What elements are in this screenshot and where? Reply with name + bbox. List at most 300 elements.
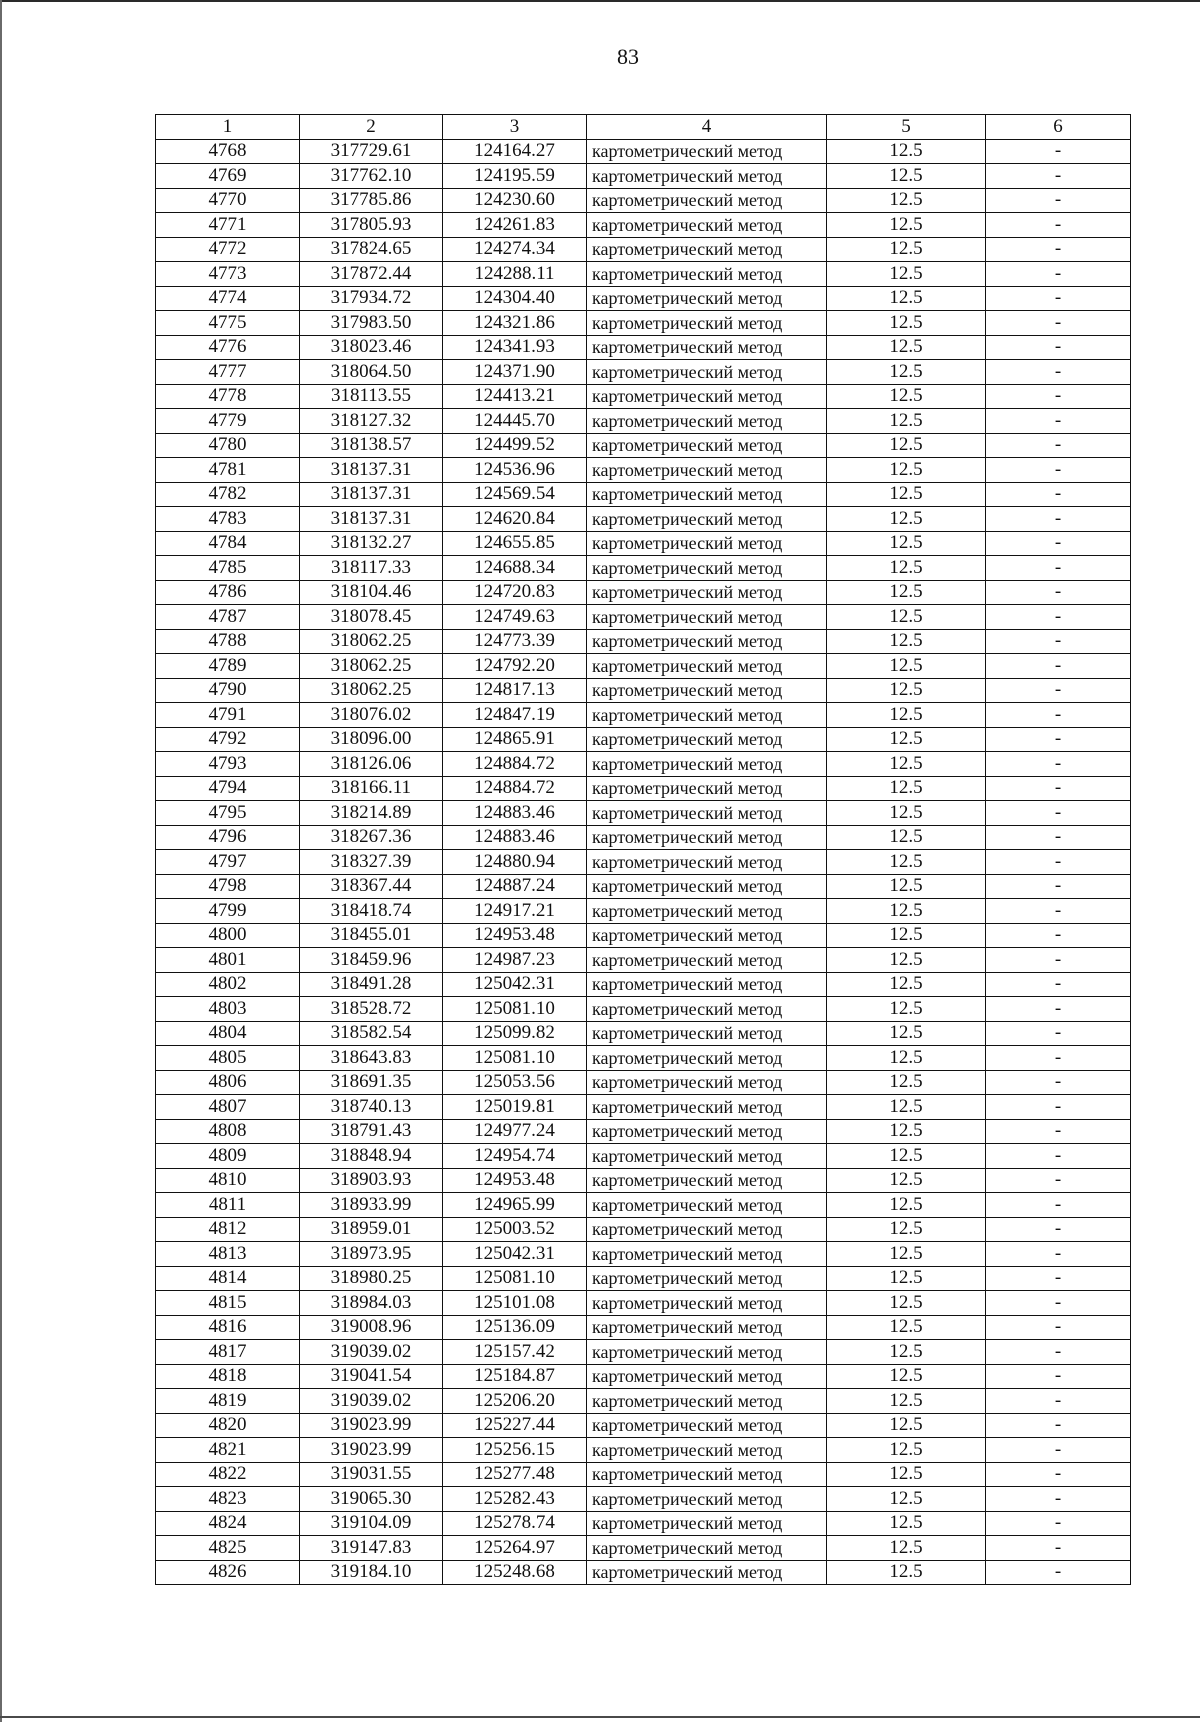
method-cell: картометрический метод (587, 1340, 827, 1365)
description-cell: - (986, 678, 1131, 703)
point-number-cell: 4773 (156, 262, 300, 287)
y-coordinate-cell: 124620.84 (443, 507, 587, 532)
table-row (156, 923, 1131, 948)
table-row (156, 727, 1131, 752)
point-number-cell: 4788 (156, 629, 300, 654)
column-header-description: 6 (986, 115, 1131, 140)
table-row (156, 776, 1131, 801)
accuracy-cell: 12.5 (827, 825, 986, 850)
table-row (156, 1315, 1131, 1340)
x-coordinate-cell: 318459.96 (300, 948, 443, 973)
table-row (156, 409, 1131, 434)
table-row (156, 1046, 1131, 1071)
x-coordinate-cell: 318327.39 (300, 850, 443, 875)
accuracy-cell: 12.5 (827, 507, 986, 532)
accuracy-cell: 12.5 (827, 482, 986, 507)
method-cell: картометрический метод (587, 923, 827, 948)
point-number-cell: 4802 (156, 972, 300, 997)
point-number-cell: 4775 (156, 311, 300, 336)
x-coordinate-cell: 318848.94 (300, 1144, 443, 1169)
point-number-cell: 4822 (156, 1462, 300, 1487)
accuracy-cell: 12.5 (827, 1119, 986, 1144)
page-number: 83 (617, 44, 639, 69)
description-cell: - (986, 972, 1131, 997)
accuracy-cell: 12.5 (827, 335, 986, 360)
point-number-cell: 4823 (156, 1487, 300, 1512)
method-cell: картометрический метод (587, 1487, 827, 1512)
table-row (156, 335, 1131, 360)
description-cell: - (986, 1095, 1131, 1120)
y-coordinate-cell: 124953.48 (443, 923, 587, 948)
column-header-point-number: 1 (156, 115, 300, 140)
accuracy-cell: 12.5 (827, 556, 986, 581)
accuracy-cell: 12.5 (827, 384, 986, 409)
method-cell: картометрический метод (587, 164, 827, 189)
x-coordinate-cell: 317824.65 (300, 237, 443, 262)
description-cell: - (986, 899, 1131, 924)
x-coordinate-cell: 318933.99 (300, 1193, 443, 1218)
accuracy-cell: 12.5 (827, 1242, 986, 1267)
point-number-cell: 4794 (156, 776, 300, 801)
point-number-cell: 4811 (156, 1193, 300, 1218)
description-cell: - (986, 850, 1131, 875)
y-coordinate-cell: 124371.90 (443, 360, 587, 385)
method-cell: картометрический метод (587, 703, 827, 728)
method-cell: картометрический метод (587, 776, 827, 801)
table-row (156, 237, 1131, 262)
accuracy-cell: 12.5 (827, 850, 986, 875)
point-number-cell: 4796 (156, 825, 300, 850)
method-cell: картометрический метод (587, 1217, 827, 1242)
description-cell: - (986, 776, 1131, 801)
method-cell: картометрический метод (587, 1291, 827, 1316)
x-coordinate-cell: 319104.09 (300, 1511, 443, 1536)
accuracy-cell: 12.5 (827, 997, 986, 1022)
point-number-cell: 4826 (156, 1560, 300, 1585)
accuracy-cell: 12.5 (827, 433, 986, 458)
description-cell: - (986, 482, 1131, 507)
method-cell: картометрический метод (587, 1168, 827, 1193)
table-header (156, 115, 1131, 140)
method-cell: картометрический метод (587, 384, 827, 409)
method-cell: картометрический метод (587, 1462, 827, 1487)
y-coordinate-cell: 124536.96 (443, 458, 587, 483)
method-cell: картометрический метод (587, 1119, 827, 1144)
x-coordinate-cell: 317762.10 (300, 164, 443, 189)
accuracy-cell: 12.5 (827, 1315, 986, 1340)
y-coordinate-cell: 125099.82 (443, 1021, 587, 1046)
point-number-cell: 4783 (156, 507, 300, 532)
y-coordinate-cell: 124230.60 (443, 188, 587, 213)
y-coordinate-cell: 124288.11 (443, 262, 587, 287)
description-cell: - (986, 629, 1131, 654)
accuracy-cell: 12.5 (827, 678, 986, 703)
accuracy-cell: 12.5 (827, 1021, 986, 1046)
table-row (156, 360, 1131, 385)
point-number-cell: 4777 (156, 360, 300, 385)
description-cell: - (986, 1046, 1131, 1071)
accuracy-cell: 12.5 (827, 311, 986, 336)
description-cell: - (986, 213, 1131, 238)
table-row (156, 1487, 1131, 1512)
point-number-cell: 4818 (156, 1364, 300, 1389)
method-cell: картометрический метод (587, 654, 827, 679)
description-cell: - (986, 1291, 1131, 1316)
accuracy-cell: 12.5 (827, 139, 986, 164)
table-row (156, 213, 1131, 238)
y-coordinate-cell: 125081.10 (443, 1266, 587, 1291)
point-number-cell: 4786 (156, 580, 300, 605)
y-coordinate-cell: 124164.27 (443, 139, 587, 164)
table-row (156, 1438, 1131, 1463)
y-coordinate-cell: 125184.87 (443, 1364, 587, 1389)
x-coordinate-cell: 319023.99 (300, 1413, 443, 1438)
x-coordinate-cell: 318023.46 (300, 335, 443, 360)
x-coordinate-cell: 319023.99 (300, 1438, 443, 1463)
x-coordinate-cell: 318126.06 (300, 752, 443, 777)
method-cell: картометрический метод (587, 458, 827, 483)
x-coordinate-cell: 319041.54 (300, 1364, 443, 1389)
method-cell: картометрический метод (587, 605, 827, 630)
description-cell: - (986, 1462, 1131, 1487)
table-row (156, 164, 1131, 189)
accuracy-cell: 12.5 (827, 874, 986, 899)
description-cell: - (986, 1413, 1131, 1438)
method-cell: картометрический метод (587, 360, 827, 385)
point-number-cell: 4776 (156, 335, 300, 360)
x-coordinate-cell: 318367.44 (300, 874, 443, 899)
method-cell: картометрический метод (587, 262, 827, 287)
y-coordinate-cell: 125081.10 (443, 1046, 587, 1071)
method-cell: картометрический метод (587, 237, 827, 262)
description-cell: - (986, 752, 1131, 777)
point-number-cell: 4812 (156, 1217, 300, 1242)
method-cell: картометрический метод (587, 1315, 827, 1340)
description-cell: - (986, 1119, 1131, 1144)
x-coordinate-cell: 318096.00 (300, 727, 443, 752)
description-cell: - (986, 311, 1131, 336)
table-row (156, 1144, 1131, 1169)
accuracy-cell: 12.5 (827, 213, 986, 238)
x-coordinate-cell: 318132.27 (300, 531, 443, 556)
accuracy-cell: 12.5 (827, 1364, 986, 1389)
point-number-cell: 4804 (156, 1021, 300, 1046)
point-number-cell: 4771 (156, 213, 300, 238)
description-cell: - (986, 188, 1131, 213)
accuracy-cell: 12.5 (827, 1095, 986, 1120)
method-cell: картометрический метод (587, 1438, 827, 1463)
table-row (156, 262, 1131, 287)
x-coordinate-cell: 318104.46 (300, 580, 443, 605)
description-cell: - (986, 997, 1131, 1022)
table-row (156, 482, 1131, 507)
y-coordinate-cell: 124792.20 (443, 654, 587, 679)
description-cell: - (986, 1193, 1131, 1218)
description-cell: - (986, 1438, 1131, 1463)
method-cell: картометрический метод (587, 286, 827, 311)
point-number-cell: 4820 (156, 1413, 300, 1438)
table-row (156, 1242, 1131, 1267)
method-cell: картометрический метод (587, 433, 827, 458)
accuracy-cell: 12.5 (827, 703, 986, 728)
y-coordinate-cell: 124953.48 (443, 1168, 587, 1193)
x-coordinate-cell: 317805.93 (300, 213, 443, 238)
point-number-cell: 4805 (156, 1046, 300, 1071)
accuracy-cell: 12.5 (827, 580, 986, 605)
x-coordinate-cell: 317872.44 (300, 262, 443, 287)
method-cell: картометрический метод (587, 727, 827, 752)
accuracy-cell: 12.5 (827, 752, 986, 777)
point-number-cell: 4784 (156, 531, 300, 556)
table-row (156, 899, 1131, 924)
description-cell: - (986, 556, 1131, 581)
x-coordinate-cell: 318903.93 (300, 1168, 443, 1193)
y-coordinate-cell: 124917.21 (443, 899, 587, 924)
x-coordinate-cell: 318528.72 (300, 997, 443, 1022)
x-coordinate-cell: 319008.96 (300, 1315, 443, 1340)
method-cell: картометрический метод (587, 1046, 827, 1071)
description-cell: - (986, 237, 1131, 262)
accuracy-cell: 12.5 (827, 972, 986, 997)
method-cell: картометрический метод (587, 678, 827, 703)
x-coordinate-cell: 318643.83 (300, 1046, 443, 1071)
x-coordinate-cell: 318137.31 (300, 482, 443, 507)
x-coordinate-cell: 318980.25 (300, 1266, 443, 1291)
description-cell: - (986, 1536, 1131, 1561)
table-row (156, 874, 1131, 899)
method-cell: картометрический метод (587, 899, 827, 924)
accuracy-cell: 12.5 (827, 1217, 986, 1242)
x-coordinate-cell: 318127.32 (300, 409, 443, 434)
accuracy-cell: 12.5 (827, 409, 986, 434)
description-cell: - (986, 825, 1131, 850)
table-row (156, 1021, 1131, 1046)
method-cell: картометрический метод (587, 311, 827, 336)
y-coordinate-cell: 124195.59 (443, 164, 587, 189)
y-coordinate-cell: 125157.42 (443, 1340, 587, 1365)
table-row (156, 825, 1131, 850)
table-row (156, 1462, 1131, 1487)
method-cell: картометрический метод (587, 1144, 827, 1169)
x-coordinate-cell: 318113.55 (300, 384, 443, 409)
description-cell: - (986, 531, 1131, 556)
point-number-cell: 4778 (156, 384, 300, 409)
accuracy-cell: 12.5 (827, 262, 986, 287)
accuracy-cell: 12.5 (827, 237, 986, 262)
x-coordinate-cell: 318138.57 (300, 433, 443, 458)
method-cell: картометрический метод (587, 825, 827, 850)
y-coordinate-cell: 124688.34 (443, 556, 587, 581)
x-coordinate-cell: 318064.50 (300, 360, 443, 385)
point-number-cell: 4806 (156, 1070, 300, 1095)
y-coordinate-cell: 124261.83 (443, 213, 587, 238)
table-row (156, 556, 1131, 581)
x-coordinate-cell: 318959.01 (300, 1217, 443, 1242)
y-coordinate-cell: 125081.10 (443, 997, 587, 1022)
table-row (156, 1193, 1131, 1218)
description-cell: - (986, 384, 1131, 409)
point-number-cell: 4810 (156, 1168, 300, 1193)
x-coordinate-cell: 318973.95 (300, 1242, 443, 1267)
accuracy-cell: 12.5 (827, 1536, 986, 1561)
description-cell: - (986, 1266, 1131, 1291)
table-row (156, 678, 1131, 703)
x-coordinate-cell: 318267.36 (300, 825, 443, 850)
y-coordinate-cell: 125042.31 (443, 1242, 587, 1267)
y-coordinate-cell: 124987.23 (443, 948, 587, 973)
method-cell: картометрический метод (587, 1560, 827, 1585)
scan-left-edge (0, 0, 2, 1722)
method-cell: картометрический метод (587, 139, 827, 164)
description-cell: - (986, 1021, 1131, 1046)
description-cell: - (986, 1168, 1131, 1193)
point-number-cell: 4803 (156, 997, 300, 1022)
coordinates-table (155, 114, 1131, 1585)
point-number-cell: 4769 (156, 164, 300, 189)
x-coordinate-cell: 318076.02 (300, 703, 443, 728)
method-cell: картометрический метод (587, 629, 827, 654)
x-coordinate-cell: 317983.50 (300, 311, 443, 336)
y-coordinate-cell: 124865.91 (443, 727, 587, 752)
table-row (156, 531, 1131, 556)
point-number-cell: 4817 (156, 1340, 300, 1365)
description-cell: - (986, 1389, 1131, 1414)
y-coordinate-cell: 124883.46 (443, 825, 587, 850)
x-coordinate-cell: 318740.13 (300, 1095, 443, 1120)
table-row (156, 801, 1131, 826)
y-coordinate-cell: 125101.08 (443, 1291, 587, 1316)
y-coordinate-cell: 124445.70 (443, 409, 587, 434)
accuracy-cell: 12.5 (827, 1046, 986, 1071)
y-coordinate-cell: 125019.81 (443, 1095, 587, 1120)
description-cell: - (986, 1144, 1131, 1169)
x-coordinate-cell: 318791.43 (300, 1119, 443, 1144)
x-coordinate-cell: 318455.01 (300, 923, 443, 948)
x-coordinate-cell: 318166.11 (300, 776, 443, 801)
y-coordinate-cell: 124884.72 (443, 752, 587, 777)
point-number-cell: 4772 (156, 237, 300, 262)
point-number-cell: 4824 (156, 1511, 300, 1536)
accuracy-cell: 12.5 (827, 776, 986, 801)
x-coordinate-cell: 318582.54 (300, 1021, 443, 1046)
x-coordinate-cell: 319184.10 (300, 1560, 443, 1585)
column-header-method: 4 (587, 115, 827, 140)
point-number-cell: 4808 (156, 1119, 300, 1144)
table-row (156, 629, 1131, 654)
point-number-cell: 4793 (156, 752, 300, 777)
table-row (156, 1364, 1131, 1389)
x-coordinate-cell: 318062.25 (300, 678, 443, 703)
y-coordinate-cell: 124887.24 (443, 874, 587, 899)
y-coordinate-cell: 124321.86 (443, 311, 587, 336)
method-cell: картометрический метод (587, 1095, 827, 1120)
point-number-cell: 4825 (156, 1536, 300, 1561)
description-cell: - (986, 1217, 1131, 1242)
table-row (156, 1168, 1131, 1193)
table-row (156, 311, 1131, 336)
x-coordinate-cell: 319031.55 (300, 1462, 443, 1487)
x-coordinate-cell: 319039.02 (300, 1340, 443, 1365)
accuracy-cell: 12.5 (827, 1144, 986, 1169)
description-cell: - (986, 507, 1131, 532)
point-number-cell: 4768 (156, 139, 300, 164)
method-cell: картометрический метод (587, 1413, 827, 1438)
point-number-cell: 4821 (156, 1438, 300, 1463)
table-body (156, 139, 1131, 1585)
description-cell: - (986, 654, 1131, 679)
x-coordinate-cell: 318691.35 (300, 1070, 443, 1095)
table-row (156, 139, 1131, 164)
y-coordinate-cell: 124341.93 (443, 335, 587, 360)
point-number-cell: 4795 (156, 801, 300, 826)
header-row (156, 115, 1131, 140)
y-coordinate-cell: 124749.63 (443, 605, 587, 630)
description-cell: - (986, 923, 1131, 948)
point-number-cell: 4781 (156, 458, 300, 483)
point-number-cell: 4800 (156, 923, 300, 948)
method-cell: картометрический метод (587, 948, 827, 973)
accuracy-cell: 12.5 (827, 286, 986, 311)
column-header-accuracy: 5 (827, 115, 986, 140)
table-row (156, 1340, 1131, 1365)
accuracy-cell: 12.5 (827, 188, 986, 213)
table-row (156, 1217, 1131, 1242)
table-row (156, 703, 1131, 728)
description-cell: - (986, 1364, 1131, 1389)
description-cell: - (986, 1560, 1131, 1585)
description-cell: - (986, 1315, 1131, 1340)
y-coordinate-cell: 124977.24 (443, 1119, 587, 1144)
table-row (156, 1095, 1131, 1120)
table-row (156, 1070, 1131, 1095)
accuracy-cell: 12.5 (827, 1266, 986, 1291)
table-row (156, 1266, 1131, 1291)
method-cell: картометрический метод (587, 972, 827, 997)
method-cell: картометрический метод (587, 1511, 827, 1536)
x-coordinate-cell: 318137.31 (300, 507, 443, 532)
x-coordinate-cell: 319065.30 (300, 1487, 443, 1512)
accuracy-cell: 12.5 (827, 531, 986, 556)
point-number-cell: 4816 (156, 1315, 300, 1340)
method-cell: картометрический метод (587, 335, 827, 360)
accuracy-cell: 12.5 (827, 727, 986, 752)
y-coordinate-cell: 125256.15 (443, 1438, 587, 1463)
description-cell: - (986, 1340, 1131, 1365)
method-cell: картометрический метод (587, 507, 827, 532)
table-row (156, 948, 1131, 973)
y-coordinate-cell: 125003.52 (443, 1217, 587, 1242)
x-coordinate-cell: 319147.83 (300, 1536, 443, 1561)
accuracy-cell: 12.5 (827, 1340, 986, 1365)
table-row (156, 580, 1131, 605)
y-coordinate-cell: 125042.31 (443, 972, 587, 997)
y-coordinate-cell: 124884.72 (443, 776, 587, 801)
y-coordinate-cell: 124274.34 (443, 237, 587, 262)
column-header-y-coordinate: 3 (443, 115, 587, 140)
x-coordinate-cell: 317934.72 (300, 286, 443, 311)
method-cell: картометрический метод (587, 1242, 827, 1267)
method-cell: картометрический метод (587, 531, 827, 556)
point-number-cell: 4780 (156, 433, 300, 458)
accuracy-cell: 12.5 (827, 1487, 986, 1512)
y-coordinate-cell: 125248.68 (443, 1560, 587, 1585)
description-cell: - (986, 360, 1131, 385)
method-cell: картометрический метод (587, 1389, 827, 1414)
y-coordinate-cell: 125264.97 (443, 1536, 587, 1561)
x-coordinate-cell: 318984.03 (300, 1291, 443, 1316)
description-cell: - (986, 335, 1131, 360)
point-number-cell: 4819 (156, 1389, 300, 1414)
